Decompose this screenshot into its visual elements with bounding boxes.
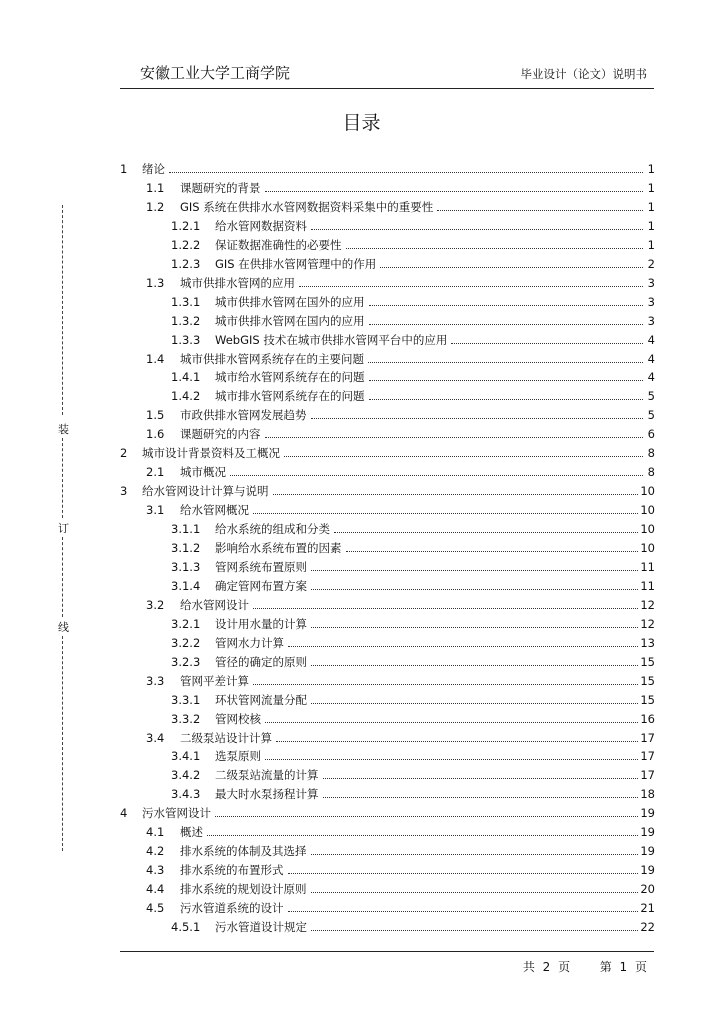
toc-leader-dots [284, 456, 643, 457]
toc-entry-number: 1.2.1 [171, 218, 201, 233]
toc-entry-title: 确定管网布置方案 [215, 578, 307, 593]
toc-entry-number: 1.3 [146, 275, 165, 290]
toc-entry[interactable] [171, 369, 655, 388]
toc-entry-page: 15 [640, 654, 655, 669]
toc-leader-dots [311, 703, 638, 704]
current-page: 第 1 页 [599, 960, 647, 974]
toc-entry-number: 1.3.1 [171, 294, 201, 309]
toc-entry-number: 4.4 [146, 882, 165, 897]
toc-entry[interactable] [146, 843, 655, 862]
toc-leader-dots [273, 494, 639, 495]
toc-entry[interactable] [146, 597, 655, 616]
toc-entry[interactable] [171, 654, 655, 673]
toc-entry-page: 5 [647, 408, 655, 423]
toc-entry-page: 8 [647, 465, 655, 480]
toc-entry-title: 绪论 [142, 162, 165, 176]
page-footer [523, 958, 647, 975]
toc-leader-dots [369, 380, 644, 381]
toc-entry-number: 3.2.3 [171, 654, 201, 669]
toc-entry-title: 污水管道设计规定 [215, 920, 307, 934]
toc-entry-number: 1.3.2 [171, 313, 201, 328]
toc-entry[interactable] [171, 294, 655, 313]
toc-entry-title: 给水管网设计 [180, 597, 249, 612]
toc-entry[interactable] [171, 332, 655, 351]
school-name: 安徽工业大学工商学院 [140, 64, 291, 82]
toc-leader-dots [311, 570, 638, 571]
toc-leader-dots [288, 911, 639, 912]
toc-entry[interactable] [171, 786, 655, 805]
toc-entry-title: 城市排水管网系统存在的问题 [215, 389, 365, 404]
toc-entry-title: GIS 在供排水管网管理中的作用 [215, 256, 377, 271]
toc-leader-dots [311, 892, 639, 893]
toc-entry-page: 15 [640, 692, 655, 707]
toc-entry-title: 给水管网设计计算与说明 [142, 484, 269, 499]
toc-leader-dots [253, 684, 638, 685]
toc-entry-page: 10 [640, 484, 655, 499]
toc-entry-title: 影响给水系统布置的因素 [215, 541, 342, 555]
toc-entry-title: 排水系统的规划设计原则 [180, 882, 307, 897]
toc-entry-page: 4 [647, 351, 655, 366]
toc-entry-page: 12 [640, 616, 655, 631]
toc-leader-dots [207, 835, 638, 836]
toc-entry-page: 16 [640, 711, 655, 726]
toc-entry-number: 3 [120, 484, 128, 499]
toc-entry-number: 3.3 [146, 673, 165, 688]
toc-entry-title: 选泵原则 [215, 749, 261, 764]
toc-entry[interactable] [120, 483, 655, 502]
toc-leader-dots [265, 759, 638, 760]
toc-entry[interactable] [171, 540, 655, 559]
toc-entry-page: 3 [647, 275, 655, 290]
toc-entry-number: 3.4.1 [171, 749, 201, 764]
toc-entry-page: 1 [647, 218, 655, 233]
toc-entry-page: 11 [640, 559, 655, 574]
toc-leader-dots [323, 778, 639, 779]
toc-leader-dots [334, 532, 638, 533]
toc-entry-page: 1 [647, 180, 655, 195]
toc-leader-dots [276, 741, 638, 742]
toc-entry-number: 1.1 [146, 180, 165, 195]
toc-entry-number: 1.2.3 [171, 256, 201, 271]
toc-entry-page: 18 [640, 787, 655, 802]
total-pages: 共 2 页 [522, 960, 571, 974]
binding-mark-ding: 订 [58, 522, 69, 535]
toc-entry[interactable] [171, 692, 655, 711]
toc-entry-title: 管网校核 [215, 711, 261, 726]
toc-leader-dots [311, 930, 638, 931]
toc-entry[interactable] [171, 218, 655, 237]
toc-entry[interactable] [171, 521, 655, 540]
toc-entry-page: 3 [647, 313, 655, 328]
toc-leader-dots [346, 551, 639, 552]
header-rule [120, 88, 654, 89]
toc-entry[interactable] [146, 180, 655, 199]
toc-entry-title: 管径的确定的原则 [215, 654, 307, 669]
toc-leader-dots [265, 437, 644, 438]
toc-leader-dots [380, 267, 643, 268]
toc-entry-title: 给水系统的组成和分类 [215, 522, 330, 537]
toc-entry[interactable] [146, 407, 655, 426]
toc-entry-title: 课题研究的背景 [180, 180, 261, 195]
toc-entry[interactable] [171, 711, 655, 730]
toc-entry-number: 3.2 [146, 597, 165, 612]
toc-leader-dots [311, 229, 643, 230]
toc-entry[interactable] [171, 767, 655, 786]
toc-entry-page: 1 [647, 237, 655, 252]
toc-entry-title: 城市供排水管网在国内的应用 [215, 313, 365, 328]
toc-entry-title: 排水系统的体制及其选择 [180, 844, 307, 859]
toc-entry-number: 3.1.4 [171, 578, 201, 593]
toc-entry[interactable] [171, 635, 655, 654]
toc-entry-number: 1.2 [146, 199, 165, 214]
toc-entry-title: 城市给水管网系统存在的问题 [215, 370, 365, 385]
toc-entry-page: 5 [647, 389, 655, 404]
toc-entry-number: 1.5 [146, 408, 165, 423]
toc-entry-page: 6 [647, 427, 655, 442]
toc-entry[interactable] [171, 313, 655, 332]
binding-line-top [62, 205, 63, 415]
toc-entry-number: 1.4 [146, 351, 165, 366]
toc-entry-page: 20 [640, 882, 655, 897]
toc-entry-title: 管网平差计算 [180, 673, 249, 688]
toc-leader-dots [311, 665, 638, 666]
toc-entry[interactable] [171, 616, 655, 635]
toc-leader-dots [299, 286, 643, 287]
footer-rule [120, 951, 654, 952]
toc-entry[interactable] [171, 919, 655, 938]
toc-leader-dots [311, 627, 638, 628]
toc-entry-title: 城市供排水管网系统存在的主要问题 [180, 351, 364, 366]
toc-entry[interactable] [146, 862, 655, 881]
toc-leader-dots [369, 399, 644, 400]
toc-entry-title: 保证数据准确性的必要性 [215, 237, 342, 252]
toc-entry-page: 19 [640, 863, 655, 878]
toc-entry-title: 城市供排水管网在国外的应用 [215, 294, 365, 309]
toc-entry-page: 8 [647, 446, 655, 461]
binding-line-mid1 [62, 438, 63, 518]
toc-entry-number: 4.5.1 [171, 920, 201, 934]
toc-entry-title: 二级泵站设计计算 [180, 730, 272, 745]
toc-entry-page: 15 [640, 673, 655, 688]
toc-entry[interactable] [146, 199, 655, 218]
toc-entry-title: 环状管网流量分配 [215, 692, 307, 707]
binding-mark-zhuang: 装 [58, 423, 69, 436]
toc-entry[interactable] [120, 445, 655, 464]
toc-entry-page: 19 [640, 844, 655, 859]
toc-entry[interactable] [171, 237, 655, 256]
toc-entry-page: 10 [640, 522, 655, 537]
toc-entry-page: 19 [640, 806, 655, 821]
toc-leader-dots [323, 797, 639, 798]
toc-entry-page: 12 [640, 597, 655, 612]
toc-entry-page: 4 [647, 332, 655, 347]
toc-entry-title: 城市概况 [180, 465, 226, 480]
toc-entry[interactable] [171, 256, 655, 275]
toc-entry-number: 3.1.3 [171, 559, 201, 574]
toc-entry-page: 19 [640, 825, 655, 840]
toc-entry[interactable] [146, 426, 655, 445]
toc-entry-title: 概述 [180, 825, 203, 840]
toc-leader-dots [253, 608, 638, 609]
toc-entry-title: 给水管网概况 [180, 503, 249, 518]
toc-entry-number: 3.1 [146, 503, 165, 518]
binding-line-mid2 [62, 537, 63, 617]
toc-leader-dots [311, 418, 644, 419]
toc-entry-title: 设计用水量的计算 [215, 616, 307, 631]
toc-entry[interactable] [120, 161, 655, 180]
toc-entry-title: 管网水力计算 [215, 635, 284, 650]
toc-entry-page: 2 [647, 256, 655, 271]
toc-entry-title: 城市供排水管网的应用 [180, 275, 295, 290]
toc-entry-title: 管网系统布置原则 [215, 559, 307, 574]
toc-entry-number: 1.3.3 [171, 332, 201, 347]
binding-mark-xian: 线 [58, 621, 69, 634]
toc-entry-number: 3.3.1 [171, 692, 201, 707]
toc-entry-page: 10 [640, 503, 655, 518]
toc-entry-title: 城市设计背景资料及工概况 [142, 446, 280, 461]
toc-entry-title: 污水管网设计 [142, 806, 211, 821]
toc-entry-page: 17 [640, 749, 655, 764]
toc-leader-dots [451, 343, 643, 344]
toc-entry[interactable] [171, 748, 655, 767]
toc-leader-dots [288, 873, 639, 874]
toc-leader-dots [288, 646, 638, 647]
toc-leader-dots [169, 172, 643, 173]
toc-entry-page: 1 [647, 199, 655, 214]
toc-entry[interactable] [146, 351, 655, 370]
toc-entry[interactable] [146, 824, 655, 843]
toc-entry-number: 2 [120, 446, 128, 461]
toc-entry-number: 1.2.2 [171, 237, 201, 252]
toc-entry-page: 11 [640, 578, 655, 593]
toc-entry[interactable] [146, 464, 655, 483]
toc-entry-number: 3.1.2 [171, 541, 201, 555]
toc-leader-dots [369, 324, 644, 325]
toc-entry-number: 3.2.2 [171, 635, 201, 650]
toc-entry-number: 4.1 [146, 825, 165, 840]
toc-entry-number: 3.2.1 [171, 616, 201, 631]
toc-leader-dots [369, 305, 644, 306]
toc-leader-dots [437, 210, 643, 211]
toc-entry-title: 给水管网数据资料 [215, 218, 307, 233]
toc-entry-page: 10 [640, 541, 655, 555]
toc-leader-dots [368, 362, 643, 363]
toc-entry-page: 17 [640, 730, 655, 745]
toc-entry-title: 二级泵站流量的计算 [215, 768, 319, 783]
toc-entry[interactable] [146, 900, 655, 919]
toc-leader-dots [230, 475, 643, 476]
toc-entry-title: GIS 系统在供排水水管网数据资料采集中的重要性 [180, 199, 434, 214]
toc-entry-number: 4.2 [146, 844, 165, 859]
toc-entry-page: 3 [647, 294, 655, 309]
toc-entry[interactable] [146, 730, 655, 749]
toc-entry-number: 3.1.1 [171, 522, 201, 537]
toc-entry[interactable] [146, 275, 655, 294]
toc-entry-number: 1.4.2 [171, 389, 201, 404]
toc-entry[interactable] [146, 502, 655, 521]
toc-entry-page: 21 [640, 901, 655, 916]
toc-entry-number: 3.4.3 [171, 787, 201, 802]
toc-entry-number: 4 [120, 806, 128, 821]
toc-entry-number: 4.5 [146, 901, 165, 916]
toc-entry-number: 3.4 [146, 730, 165, 745]
toc-leader-dots [311, 854, 639, 855]
toc-entry-number: 1.6 [146, 427, 165, 442]
toc-leader-dots [346, 248, 644, 249]
toc-entry-title: 最大时水泵扬程计算 [215, 787, 319, 802]
toc-entry-title: 污水管道系统的设计 [180, 901, 284, 916]
toc-entry-page: 17 [640, 768, 655, 783]
toc-entry[interactable] [146, 673, 655, 692]
toc-entry-title: WebGIS 技术在城市供排水管网平台中的应用 [215, 332, 448, 347]
page-title: 目录 [342, 112, 381, 134]
toc-entry[interactable] [171, 578, 655, 597]
toc-entry-number: 2.1 [146, 465, 165, 480]
toc-entry-page: 22 [640, 920, 655, 934]
toc-leader-dots [253, 513, 638, 514]
toc-entry-page: 1 [647, 162, 655, 176]
toc-entry-number: 1 [120, 162, 128, 176]
toc-leader-dots [215, 816, 638, 817]
toc-leader-dots [265, 191, 644, 192]
toc-entry-title: 市政供排水管网发展趋势 [180, 408, 307, 423]
toc-entry-title: 排水系统的布置形式 [180, 863, 284, 878]
toc-entry-title: 课题研究的内容 [180, 427, 261, 442]
toc-entry-page: 13 [640, 635, 655, 650]
toc-entry-number: 3.4.2 [171, 768, 201, 783]
binding-line-bottom [62, 636, 63, 851]
toc-entry-number: 1.4.1 [171, 370, 201, 385]
toc-leader-dots [265, 722, 638, 723]
document-type: 毕业设计（论文）说明书 [520, 67, 647, 81]
toc-leader-dots [311, 589, 638, 590]
toc-entry[interactable] [120, 805, 655, 824]
toc-entry[interactable] [171, 388, 655, 407]
toc-entry-number: 3.3.2 [171, 711, 201, 726]
toc-entry[interactable] [171, 559, 655, 578]
toc-entry-page: 4 [647, 370, 655, 385]
toc-entry[interactable] [146, 881, 655, 900]
toc-entry-number: 4.3 [146, 863, 165, 878]
